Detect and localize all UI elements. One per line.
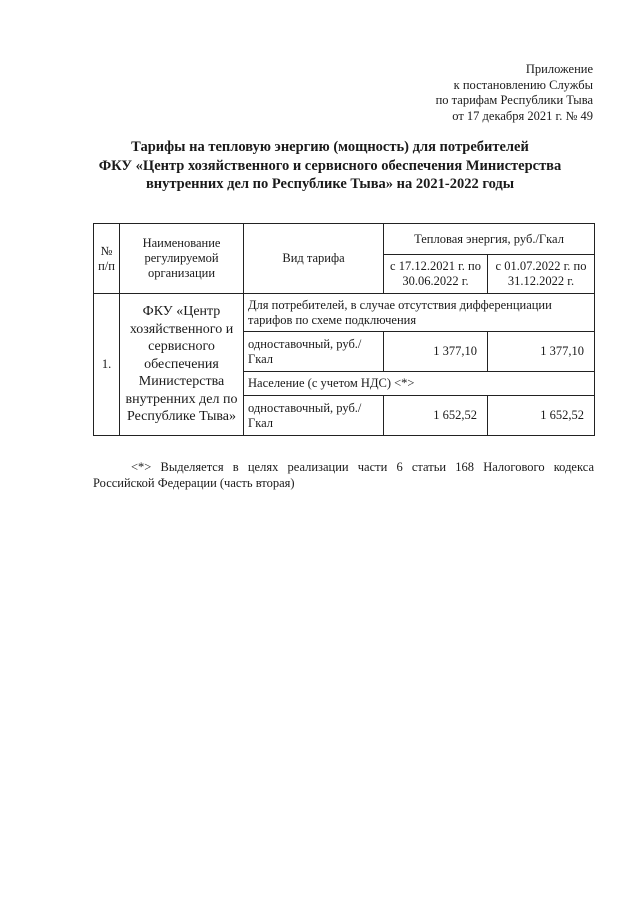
tariff-type: одноставочный, руб./Гкал (244, 396, 384, 436)
group-label: Население (с учетом НДС) <*> (244, 372, 595, 396)
header-num: № п/п (94, 224, 120, 294)
appendix-line: Приложение (525, 62, 593, 76)
appendix-line: от 17 декабря 2021 г. № 49 (452, 108, 593, 123)
tariff-value: 1 652,52 (488, 396, 595, 436)
header-org: Наименование регулируемой организации (120, 224, 244, 294)
tariff-value: 1 652,52 (384, 396, 488, 436)
appendix-header (333, 62, 593, 124)
document-title (60, 138, 600, 194)
appendix-line: по тарифам Республики Тыва (435, 93, 593, 107)
title-line: Тарифы на тепловую энергию (мощность) для потребителей (131, 139, 529, 155)
header-period-2: с 01.07.2022 г. по 31.12.2022 г. (488, 255, 595, 294)
header-energy: Тепловая энергия, руб./Гкал (384, 224, 595, 255)
header-tariff-type: Вид тарифа (244, 224, 384, 294)
row-num: 1. (94, 294, 120, 436)
tariff-value: 1 377,10 (488, 332, 595, 372)
header-period-1: с 17.12.2021 г. по 30.06.2022 г. (384, 255, 488, 294)
org-name: ФКУ «Центр хозяйственного и сервисного обеспечения Министерства внутренних дел по Республике Тыва» (120, 294, 244, 436)
title-line: ФКУ «Центр хозяйственного и сервисного обеспечения Министерства (98, 157, 562, 174)
title-line: внутренних дел по Республике Тыва» на 2021-2022 годы (145, 176, 515, 192)
tariff-value: 1 377,10 (384, 332, 488, 372)
group-label: Для потребителей, в случае отсутствия дифференциации тарифов по схеме подключения (244, 294, 595, 332)
footnote: <*> Выделяется в целях реализации части 6 статьи 168 Налогового кодекса Российской Федерации (часть вторая) (93, 460, 594, 490)
appendix-line: к постановлению Службы (453, 77, 593, 92)
tariff-table (93, 223, 595, 436)
tariff-type: одноставочный, руб./Гкал (244, 332, 384, 372)
